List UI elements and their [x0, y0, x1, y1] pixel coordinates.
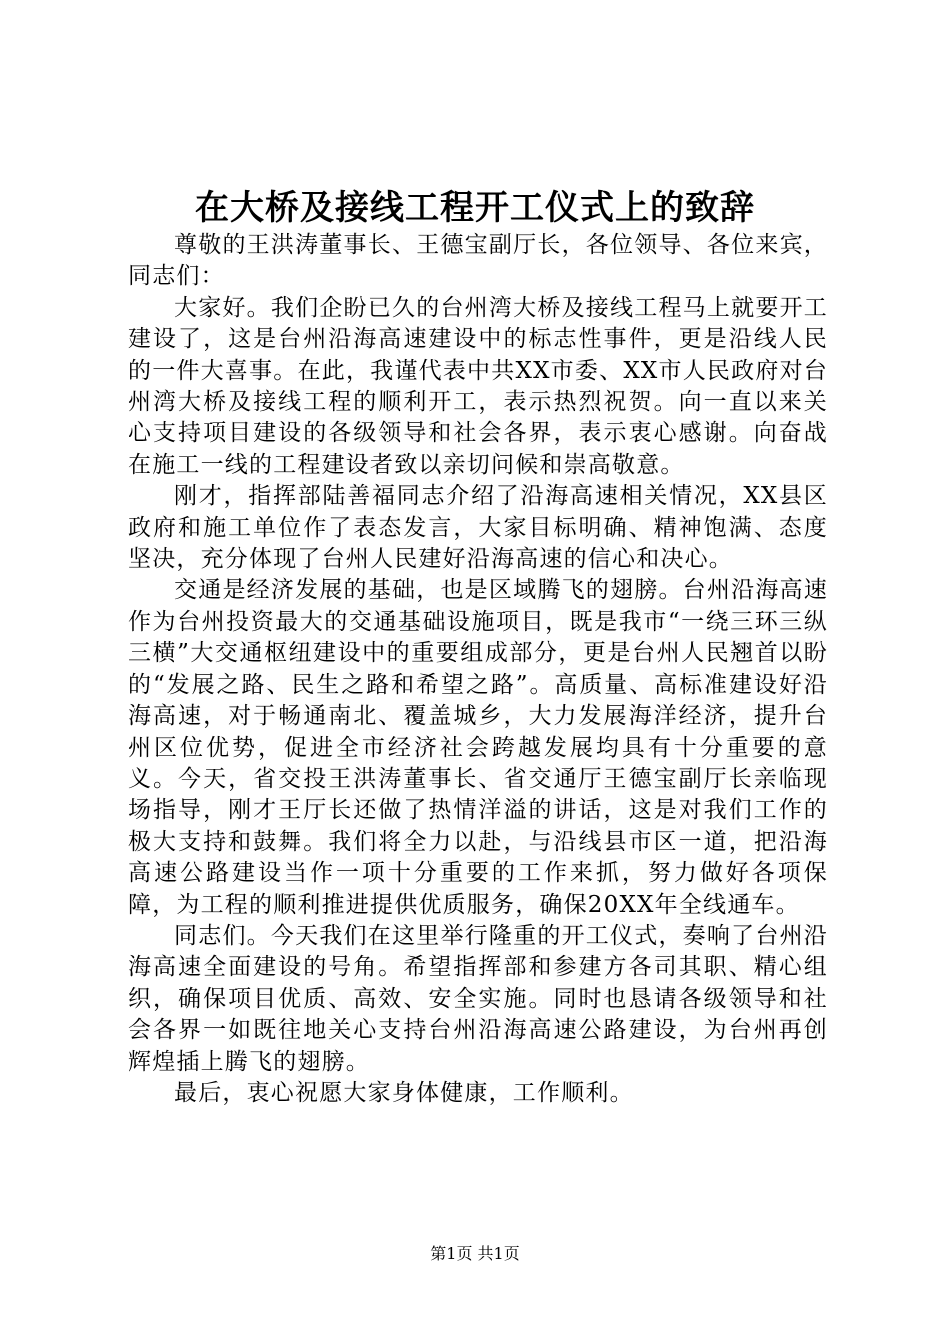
paragraph-greeting: 大家好。我们企盼已久的台州湾大桥及接线工程马上就要开工建设了，这是台州沿海高速建设中的标志性事件，更是沿线人民的一件大喜事。在此，我谨代表中共XX市委、XX市人民政府对台州湾大桥及接线工程的顺利开工，表示热烈祝贺。向一直以来关心支持项目建设的各级领导和社会各界，表示衷心感谢。向奋战在施工一线的工程建设者致以亲切问候和崇高敬意。 [128, 294, 828, 478]
paragraph-significance: 交通是经济发展的基础，也是区域腾飞的翅膀。台州沿海高速作为台州投资最大的交通基础设施项目，既是我市“一绕三环三纵三横”大交通枢纽建设中的重要组成部分，更是台州人民翘首以盼的“发展之路、民生之路和希望之路”。高质量、高标准建设好沿海高速，对于畅通南北、覆盖城乡，大力发展海洋经济，提升台州区位优势，促进全市经济社会跨越发展均具有十分重要的意义。今天，省交投王洪涛董事长、省交通厅王德宝副厅长亲临现场指导，刚才王厅长还做了热情洋溢的讲话，这是对我们工作的极大支持和鼓舞。我们将全力以赴，与沿线县市区一道，把沿海高速公路建设当作一项十分重要的工作来抓，努力做好各项保障，为工程的顺利推进提供优质服务，确保20XX年全线通车。 [128, 577, 828, 918]
document-body [128, 230, 828, 1109]
page-number-footer: 第1页 共1页 [430, 1244, 520, 1263]
paragraph-salutation: 尊敬的王洪涛董事长、王德宝副厅长，各位领导、各位来宾，同志们： [128, 232, 828, 290]
paragraph-expectation: 同志们。今天我们在这里举行隆重的开工仪式，奏响了台州沿海高速全面建设的号角。希望指挥部和参建方各司其职、精心组织，确保项目优质、高效、安全实施。同时也恳请各级领导和社会各界一如既往地关心支持台州沿海高速公路建设，为台州再创辉煌插上腾飞的翅膀。 [128, 922, 828, 1075]
paragraph-review: 刚才，指挥部陆善福同志介绍了沿海高速相关情况，XX县区政府和施工单位作了表态发言，大家目标明确、精神饱满、态度坚决，充分体现了台州人民建好沿海高速的信心和决心。 [128, 483, 828, 573]
paragraph-closing: 最后，衷心祝愿大家身体健康，工作顺利。 [174, 1079, 634, 1106]
document-title: 在大桥及接线工程开工仪式上的致辞 [195, 188, 755, 228]
